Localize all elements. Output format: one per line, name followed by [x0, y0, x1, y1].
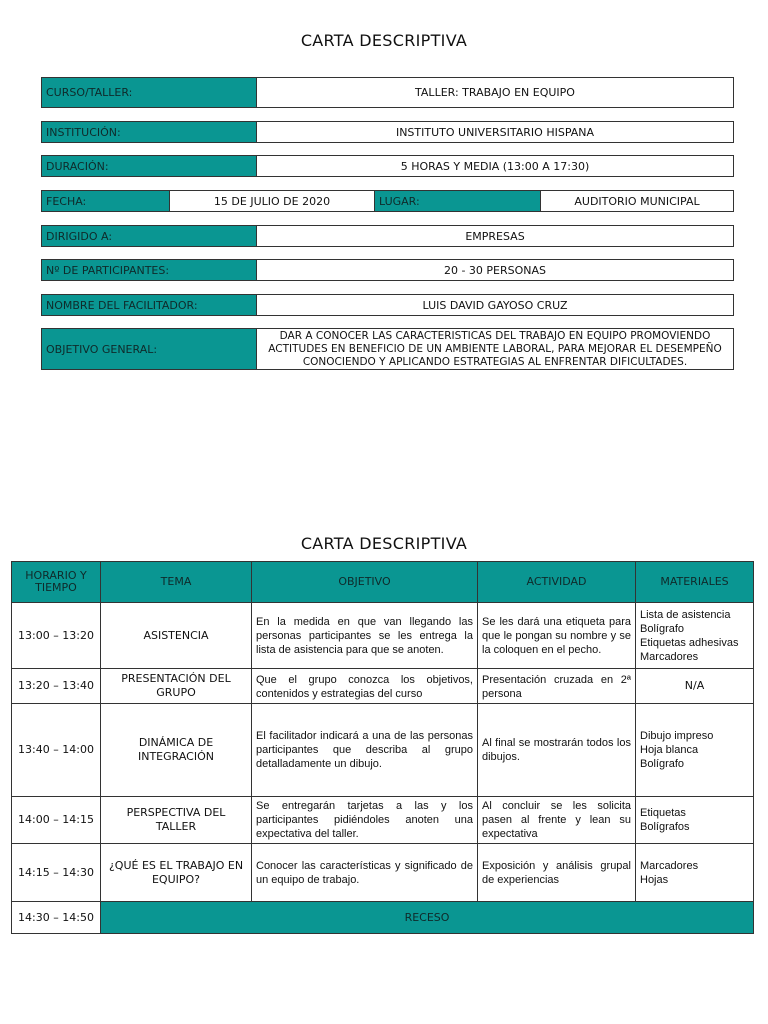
- value-institucion: INSTITUTO UNIVERSITARIO HISPANA: [395, 125, 595, 139]
- cell-actividad: Al final se mostrarán todos los dibujos.: [478, 704, 636, 797]
- row-fecha-lugar: [41, 190, 734, 212]
- label-dirigido: DIRIGIDO A:: [42, 226, 257, 246]
- value-fecha: 15 DE JULIO DE 2020: [170, 191, 375, 211]
- cell-objetivo: El facilitador indicará a una de las personas participantes que describa al grupo detalladamente un dibujo.: [252, 704, 478, 797]
- material-item: Bolígrafos: [640, 821, 690, 833]
- cell-objetivo: En la medida en que van llegando las personas participantes se les entrega la lista de asistencia para que se anoten.: [252, 603, 478, 669]
- row-curso: [41, 77, 734, 108]
- header-actividad: ACTIVIDAD: [478, 562, 636, 603]
- label-lugar: LUGAR:: [375, 191, 541, 211]
- value-duracion: 5 HORAS Y MEDIA (13:00 A 17:30): [400, 159, 590, 173]
- cell-horario: 14:30 – 14:50: [12, 902, 101, 934]
- row-objetivo: [41, 328, 734, 370]
- cell-tema: DINÁMICA DE INTEGRACIÓN: [101, 704, 252, 797]
- label-participantes: Nº DE PARTICIPANTES:: [42, 260, 257, 280]
- cell-materiales: N/A: [636, 669, 754, 704]
- cell-materiales: [636, 603, 754, 669]
- header-materiales: MATERIALES: [636, 562, 754, 603]
- cell-horario: 13:20 – 13:40: [12, 669, 101, 704]
- row-facilitador: [41, 294, 734, 316]
- table-row: [12, 603, 754, 669]
- label-curso: CURSO/TALLER:: [42, 78, 257, 107]
- material-item: Marcadores: [640, 650, 699, 663]
- material-item: Etiquetas adhesivas: [640, 636, 739, 649]
- value-facilitador: LUIS DAVID GAYOSO CRUZ: [422, 298, 568, 312]
- table-row: [12, 669, 754, 704]
- header-horario: HORARIO Y TIEMPO: [12, 562, 101, 603]
- table-row: [12, 844, 754, 902]
- table-row: [12, 797, 754, 844]
- value-dirigido: EMPRESAS: [465, 229, 525, 243]
- row-institucion: [41, 121, 734, 143]
- material-item: Dibujo impreso: [640, 730, 714, 742]
- material-item: Marcadores: [640, 859, 699, 872]
- cell-actividad: Presentación cruzada en 2ª persona: [478, 669, 636, 704]
- material-item: Lista de asistencia: [640, 608, 731, 621]
- cell-objetivo: Que el grupo conozca los objetivos, contenidos y estrategias del curso: [252, 669, 478, 704]
- table-row: [12, 704, 754, 797]
- row-duracion: [41, 155, 734, 177]
- label-duracion: DURACIÓN:: [42, 156, 257, 176]
- cell-tema: ASISTENCIA: [101, 603, 252, 669]
- cell-tema: PRESENTACIÓN DEL GRUPO: [101, 669, 252, 704]
- value-lugar: AUDITORIO MUNICIPAL: [574, 194, 700, 208]
- cell-objetivo: Conocer las características y significado de un equipo de trabajo.: [252, 844, 478, 902]
- table-row-receso: [12, 902, 754, 934]
- schedule-header-row: [12, 562, 754, 603]
- cell-horario: 14:15 – 14:30: [12, 844, 101, 902]
- value-curso: TALLER: TRABAJO EN EQUIPO: [415, 86, 575, 99]
- label-fecha: FECHA:: [42, 191, 170, 211]
- value-objetivo: DAR A CONOCER LAS CARACTERISTICAS DEL TRABAJO EN EQUIPO PROMOVIENDO ACTITUDES EN BENEFICIO DE UN AMBIENTE LABORAL, PARA MEJORAR EL DESEMPEÑO CONOCIENDO Y APLICANDO ESTRATEGIAS AL ENFRENTAR DIFICULTADES.: [268, 329, 722, 368]
- material-item: Bolígrafo: [640, 758, 685, 770]
- info-table: [41, 77, 734, 370]
- schedule-table: [11, 561, 754, 934]
- row-dirigido: [41, 225, 734, 247]
- cell-actividad: Exposición y análisis grupal de experiencias: [478, 844, 636, 902]
- cell-actividad: Al concluir se les solicita pasen al frente y lean su expectativa: [478, 797, 636, 844]
- label-institucion: INSTITUCIÓN:: [42, 122, 257, 142]
- cell-tema: PERSPECTIVA DEL TALLER: [101, 797, 252, 844]
- value-participantes: 20 - 30 PERSONAS: [443, 263, 547, 277]
- section-title: CARTA DESCRIPTIVA: [300, 534, 468, 553]
- header-objetivo: OBJETIVO: [252, 562, 478, 603]
- header-tema: TEMA: [101, 562, 252, 603]
- receso-band: RECESO: [101, 902, 754, 934]
- cell-tema: ¿QUÉ ES EL TRABAJO EN EQUIPO?: [101, 844, 252, 902]
- cell-materiales: [636, 704, 754, 797]
- material-item: Hoja blanca: [640, 744, 699, 756]
- page-title: CARTA DESCRIPTIVA: [300, 31, 468, 50]
- cell-materiales: [636, 797, 754, 844]
- cell-objetivo: Se entregarán tarjetas a las y los participantes pidiéndoles anoten una expectativa del taller.: [252, 797, 478, 844]
- cell-horario: 13:00 – 13:20: [12, 603, 101, 669]
- cell-horario: 13:40 – 14:00: [12, 704, 101, 797]
- label-objetivo: OBJETIVO GENERAL:: [42, 329, 257, 369]
- row-participantes: [41, 259, 734, 281]
- material-item: Etiquetas: [640, 807, 686, 819]
- cell-materiales: [636, 844, 754, 902]
- material-item: Bolígrafo: [640, 622, 685, 635]
- cell-actividad: Se les dará una etiqueta para que le pongan su nombre y se la coloquen en el pecho.: [478, 603, 636, 669]
- material-item: Hojas: [640, 873, 669, 886]
- label-facilitador: NOMBRE DEL FACILITADOR:: [42, 295, 257, 315]
- cell-horario: 14:00 – 14:15: [12, 797, 101, 844]
